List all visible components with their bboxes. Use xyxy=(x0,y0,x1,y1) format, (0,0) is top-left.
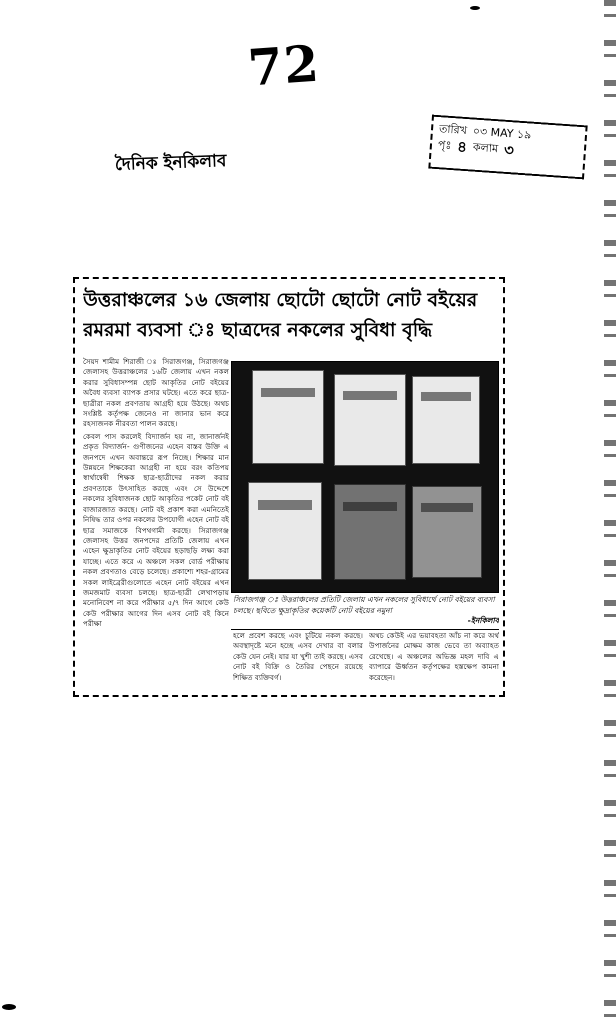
stamp-page-value: ৪ xyxy=(456,137,468,157)
stamp-page-label: পৃঃ xyxy=(437,138,452,153)
photo-caption xyxy=(233,595,499,629)
photo-credit: -ইনকিলাব xyxy=(467,616,499,625)
caption-text: সিরাজগঞ্জ ঃ উত্তরাঞ্চলের প্রতিটি জেলায় এখন নকলের সুবিধার্থে নোট বইয়ের ব্যবসা চলছে। ছবিতে ক্ষুদ্রাকৃতির কয়েকটি নোট বইয়ের নমুনা xyxy=(233,595,495,615)
book-image-2 xyxy=(334,374,406,466)
headline-line-1: উত্তরাঞ্চলের ১৬ জেলায় ছোটো ছোটো নোট বইয়ের xyxy=(83,285,495,315)
book-image-6 xyxy=(412,486,482,578)
book-image-4 xyxy=(248,482,322,580)
left-paragraph-1: সৈয়দ শামীম শিরাজী ঃ সিরাজগঞ্জ, সিরাজগঞ্জ জেলাসহ উত্তরাঞ্চলের ১৬টি জেলায় এখন নকল করার সুবিধাসম্পন্ন ছোট আকৃতির নোট বইয়ের অবৈধ ব্যবসা ব্যাপক প্রসার ঘটছে। এতে করে ছাত্র-ছাত্রীরা নকল প্রবণতায় আগ্রহী হয়ে উঠছে। অথচ সংশ্লিষ্ট কর্তৃপক্ষ জেনেও না জানার ভান করে রহস্যজনক নীরবতা পালন করছে। xyxy=(83,357,229,429)
stamp-date-value: ০৩ MAY ১৯ xyxy=(472,124,532,142)
book-image-5 xyxy=(334,484,406,580)
book-image-1 xyxy=(252,370,324,464)
handwritten-page-number: 72 xyxy=(246,33,322,98)
date-stamp xyxy=(428,115,587,180)
headline-line-2: রমরমা ব্যবসা ঃ ছাত্রদের নকলের সুবিধা বৃদ্ধি xyxy=(83,315,495,345)
article-headline xyxy=(83,285,495,345)
left-paragraph-2: কেবল পাস করলেই বিদ্যার্জন হয় না, জানার্জনই প্রকৃত বিদ্যার্জন- গুণীজনের এহেন বাস্তব উক্তি এ জনপদে এখন অবান্তরে রূপ নিচ্ছে। শিক্ষার মান উন্নয়নে শিক্ষকেরা আগ্রহী না হয়ে বরং কতিপয় স্বার্থান্বেষী শিক্ষক ছাত্র-ছাত্রীদের নকল করার প্রবণতাকে উৎসাহিত করছে এবং সে উদ্দেশে নকলের সুবিধাজনক ছোট আকৃতির পকেট নোট বই বাজারজাত করছে। নোট বই প্রকাশ করা এমনিতেই নিষিদ্ধ তার ওপর নকলের উপযোগী এহেন নোট বই ছাত্র সমাজকে বিপথগামী করছে। সিরাজগঞ্জ জেলাসহ উত্তর জনপদের প্রতিটি জেলায় এখন এহেন ক্ষুদ্রাকৃতির নোট বইয়ের ছড়াছড়ি লক্ষ্য করা যাচ্ছে। এতে করে এ অঞ্চলে সকল বোর্ড পরীক্ষায় নকল প্রবণতাও বেড়ে চলেছে। প্রকাশ্যে শহর-গ্রামের সকল লাইব্রেরীগুলোতে এহেন নোট বইয়ের এখন জমজমাট ব্যবসা চলছে। ছাত্র-ছাত্রী লেখাপড়ায় মনোনিবেশ না করে পরীক্ষার ৫/৭ দিন আগে কেউ কেউ পরীক্ষার আগের দিন এসব নোট বই কিনে পরীক্ষা xyxy=(83,431,229,629)
stamp-column-label: কলাম xyxy=(472,140,499,156)
ink-smudge-bottom-left xyxy=(2,1004,16,1010)
article-right-column: অথচ কেউই এর ভয়াবহতা আঁচ না করে অর্থ উপার্জনের মোক্ষম কাজ ভেবে তা অব্যাহত রেখেছে। এ অঞ্চলের অভিজ্ঞ মহল দাবি এ ব্যাপারে ঊর্ধ্বতন কর্তৃপক্ষের হস্তক্ষেপ কামনা করেছেন। xyxy=(369,631,499,682)
caption-divider xyxy=(231,629,499,630)
stamp-column-value: ৩ xyxy=(503,140,515,160)
newspaper-name: দৈনিক ইনকিলাব xyxy=(114,151,227,175)
ink-smudge-top xyxy=(470,6,480,10)
book-image-3 xyxy=(412,376,480,464)
note-books-photo xyxy=(231,361,499,593)
article-left-column xyxy=(83,357,229,693)
scan-edge-right xyxy=(604,0,616,1024)
newspaper-clipping xyxy=(73,277,505,697)
stamp-date-label: তারিখ xyxy=(438,122,468,138)
article-middle-column: হলে প্রবেশ করছে এবং চুটিয়ে নকল করছে। অবস্থাদৃষ্টে মনে হচ্ছে এসব দেখার বা বলার কেউ যেন নেই। যার যা খুশী তাই করছে। এসব নোট বই বিক্রি ও তৈরির পেছনে রয়েছে শিক্ষিত ব্যক্তিবর্গ। xyxy=(233,631,363,682)
